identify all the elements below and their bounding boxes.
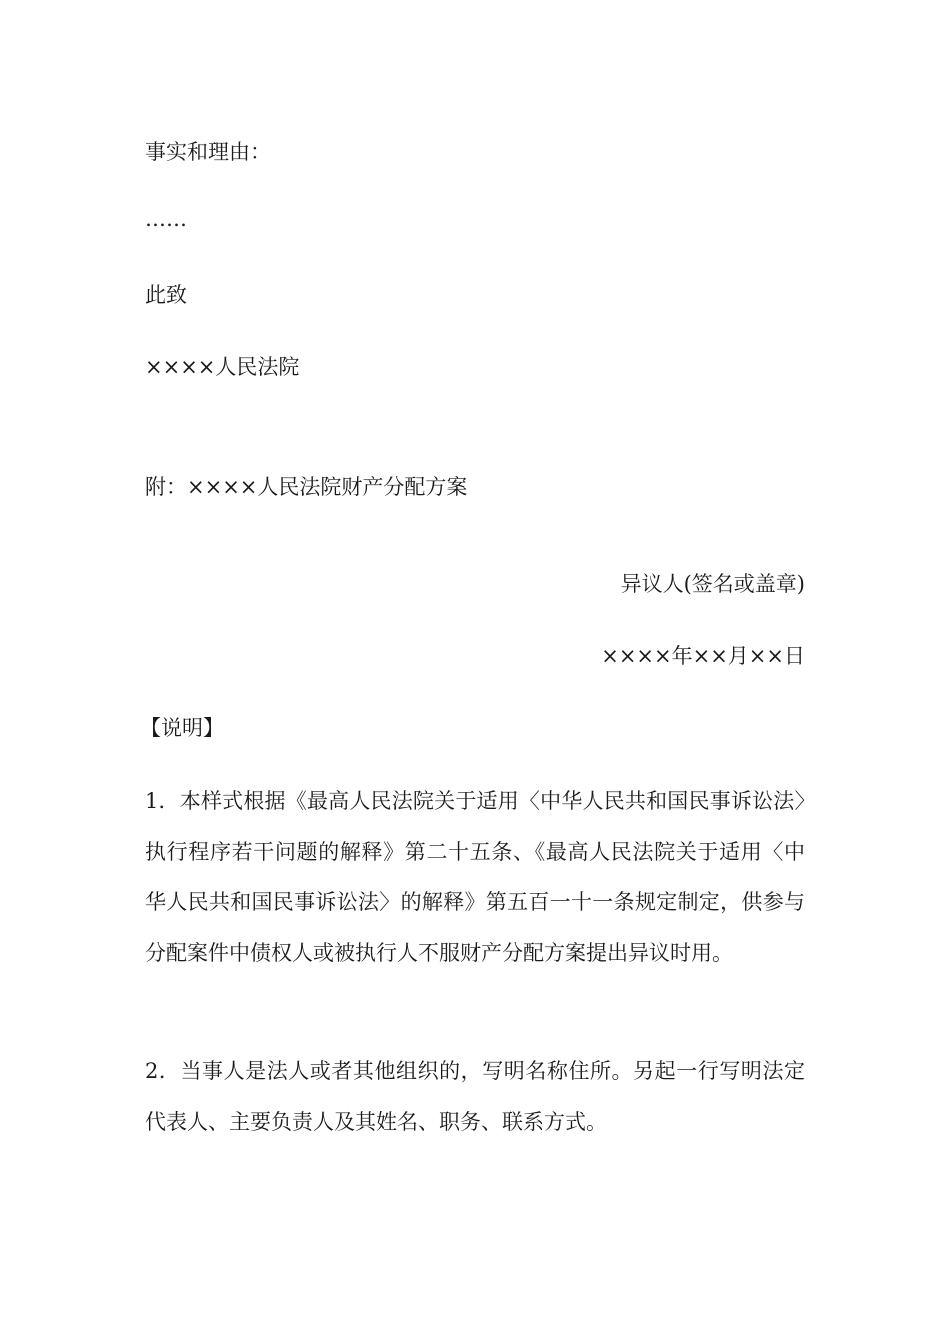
facts-heading: 事实和理由： bbox=[145, 140, 271, 164]
notes-heading: 【说明】 bbox=[140, 716, 224, 740]
note-paragraph-2: 2．当事人是法人或者其他组织的，写明名称住所。另起一行写明法定代表人、主要负责人及其姓名、职务、联系方式。 bbox=[145, 1059, 805, 1134]
salutation: 此致 bbox=[145, 283, 187, 307]
ellipsis: …… bbox=[145, 207, 187, 231]
attachment-line: 附：××××人民法院财产分配方案 bbox=[145, 475, 468, 499]
signature-line: 异议人(签名或盖章) bbox=[620, 572, 805, 596]
court-name: ××××人民法院 bbox=[145, 355, 300, 379]
note-paragraph-1: 1．本样式根据《最高人民法院关于适用〈中华人民共和国民事诉讼法〉执行程序若干问题的解释》第二十五条、《最高人民法院关于适用〈中华人民共和国民事诉讼法〉的解释》第五百一十一条规定制定，供参与分配案件中债权人或被执行人不服财产分配方案提出异议时用。 bbox=[145, 789, 805, 965]
date-line: ××××年××月××日 bbox=[601, 644, 805, 668]
